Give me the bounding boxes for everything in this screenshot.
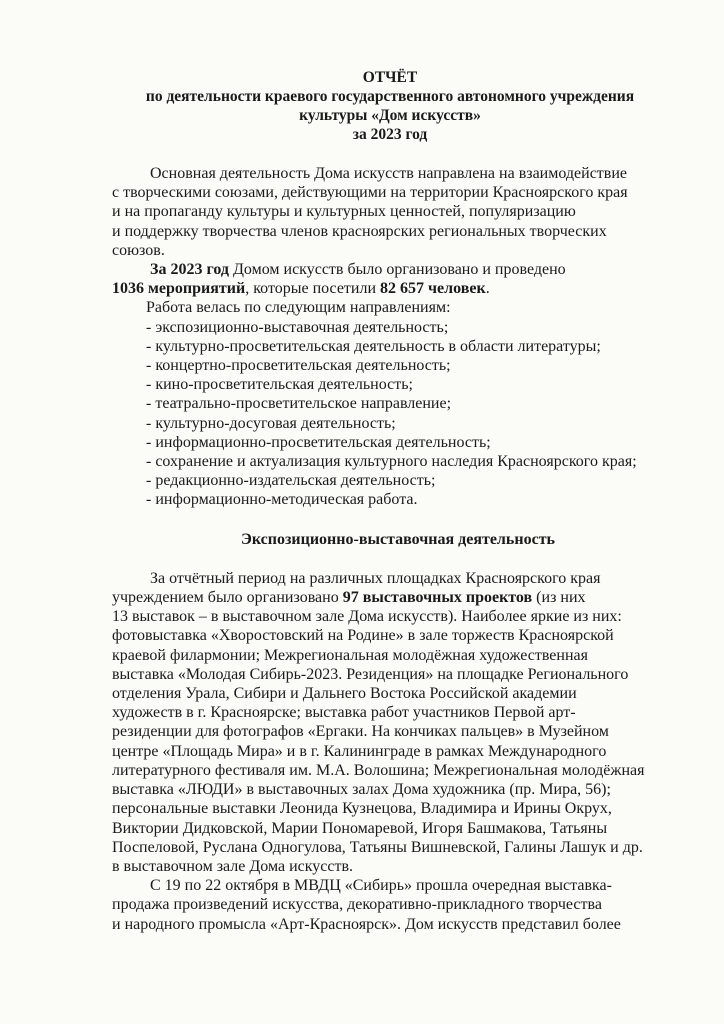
- text-line: выставка «Молодая Сибирь-2023. Резиденция» на площадке Регионального: [112, 665, 629, 683]
- list-item: - культурно-досуговая деятельность;: [146, 414, 396, 432]
- text-line: продажа произведений искусства, декоративно-прикладного творчества: [112, 896, 602, 914]
- text-line: в выставочном зале Дома искусств.: [112, 857, 354, 875]
- directions-intro: Работа велась по следующим направлениям:: [146, 299, 451, 317]
- text-line: фотовыставка «Хворостовский на Родине» в зале торжеств Красноярской: [112, 627, 614, 645]
- expo-text: учреждением было организовано: [112, 589, 343, 607]
- list-item: - концертно-просветительская деятельность;: [146, 357, 451, 375]
- text-line: выставка «ЛЮДИ» в выставочных залах Дома художника (пр. Мира, 56);: [112, 781, 611, 799]
- list-item: - редакционно-издательская деятельность;: [146, 472, 436, 490]
- stats-year: За 2023 год: [150, 261, 229, 279]
- text-line: и народного промысла «Арт-Красноярск». Дом искусств представил более: [112, 915, 621, 933]
- stats-text: .: [485, 280, 490, 298]
- text-line: с творческими союзами, действующими на территории Красноярского края: [112, 184, 628, 202]
- text-line: и поддержку творчества членов красноярских региональных творческих: [112, 222, 607, 240]
- text-line: С 19 по 22 октября в МВДЦ «Сибирь» прошла очередная выставка-: [150, 877, 612, 895]
- stats-paragraph: [112, 260, 684, 298]
- list-item: - сохранение и актуализация культурного наследия Красноярского края;: [146, 453, 637, 471]
- text-line: и на пропаганду культуры и культурных ценностей, популяризацию: [112, 203, 576, 221]
- directions-list: [112, 298, 684, 509]
- text-line: За отчётный период на различных площадках Красноярского края: [150, 569, 601, 587]
- text-line: персональные выставки Леонида Кузнецова, Владимира и Ирины Окрух,: [112, 800, 612, 818]
- report-subtitle-line1: по деятельности краевого государственного автономного учреждения: [145, 88, 635, 105]
- stats-text: Домом искусств было организовано и проведено: [228, 261, 566, 279]
- expo2-paragraph: [112, 876, 684, 934]
- events-count: 1036 мероприятий: [112, 280, 246, 298]
- text-line: 13 выставок – в выставочном зале Дома искусств). Наиболее яркие из них:: [112, 608, 622, 626]
- text-line: отделения Урала, Сибири и Дальнего Востока Российской академии: [112, 685, 577, 703]
- report-title: ОТЧЁТ: [362, 69, 418, 86]
- list-item: - информационно-методическая работа.: [146, 491, 418, 509]
- report-header: [100, 68, 680, 144]
- text-line: резиденции для фотографов «Ергаки. На кончиках пальцев» в Музейном: [112, 723, 609, 741]
- exhibitions-count: 97 выставочных проектов: [342, 589, 533, 607]
- text-line: Виктории Дидковской, Марии Пономаревой, Игоря Башмакова, Татьяны: [112, 819, 608, 837]
- text-line: [112, 279, 684, 298]
- list-item: - театрально-просветительское направление;: [146, 395, 452, 413]
- list-item: - экспозиционно-выставочная деятельность;: [146, 318, 449, 336]
- list-item: - информационно-просветительская деятельность;: [146, 433, 491, 451]
- text-line: художеств в г. Красноярске; выставка работ участников Первой арт-: [112, 704, 576, 722]
- expo-paragraph: [112, 569, 684, 876]
- text-line: литературного фестиваля им. М.А. Волошина; Межрегиональная молодёжная: [112, 761, 645, 779]
- expo-text: (из них: [532, 589, 586, 607]
- text-line: краевой филармонии; Межрегиональная молодёжная художественная: [112, 646, 588, 664]
- text-line: Поспеловой, Руслана Одногулова, Татьяны Вишневской, Галины Лашук и др.: [112, 838, 643, 856]
- stats-text: , которые посетили: [245, 280, 381, 298]
- report-subtitle-line2: культуры «Дом искусств»: [299, 107, 481, 124]
- text-line: Основная деятельность Дома искусств направлена на взаимодействие: [150, 165, 628, 182]
- document-body: [112, 164, 684, 934]
- text-line: [112, 588, 684, 607]
- visitors-count: 82 657 человек: [380, 280, 486, 298]
- text-line: центре «Площадь Мира» и в г. Калининграде в рамках Международного: [112, 742, 607, 760]
- list-item: - культурно-просветительская деятельность в области литературы;: [146, 337, 601, 355]
- intro-paragraph: [112, 164, 684, 260]
- report-year: за 2023 год: [352, 126, 428, 143]
- text-line: союзов.: [112, 241, 165, 259]
- text-line: [112, 260, 684, 279]
- section-heading: Экспозиционно-выставочная деятельность: [240, 530, 556, 548]
- list-item: - кино-просветительская деятельность;: [146, 376, 413, 394]
